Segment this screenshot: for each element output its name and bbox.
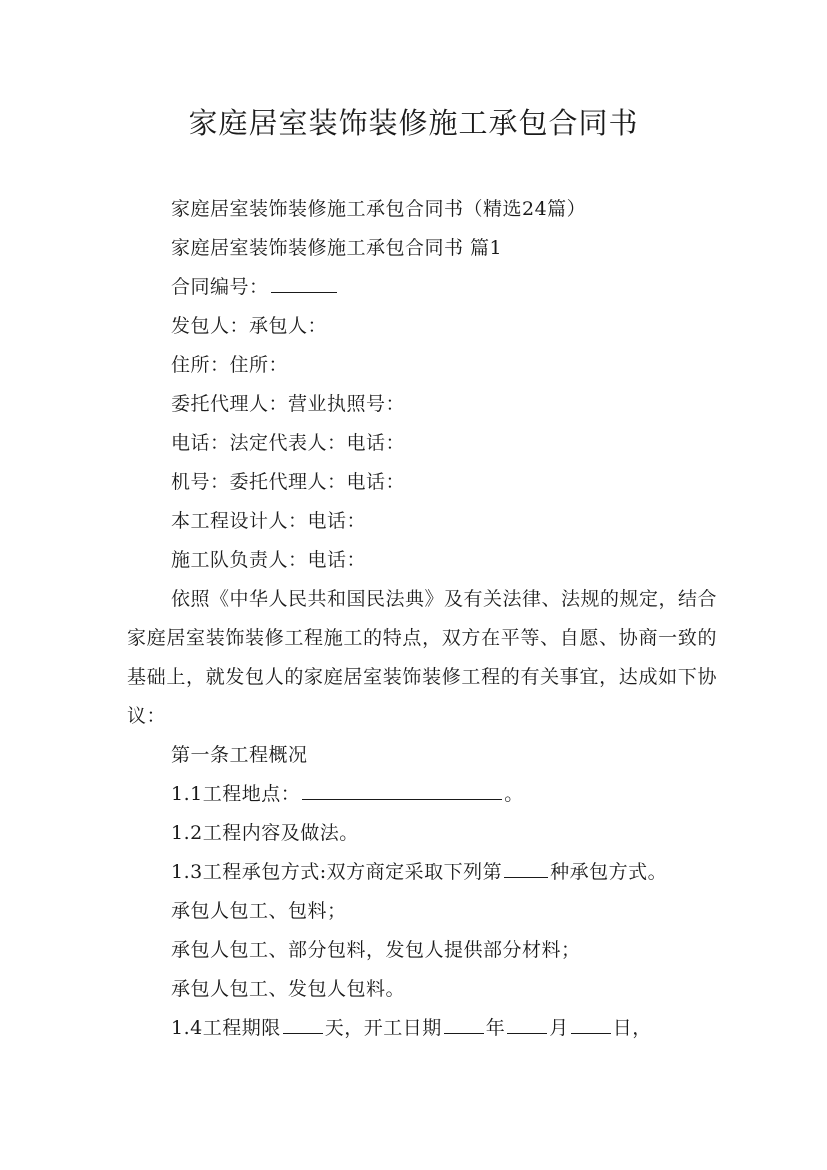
item-1-1-label: 1.1工程地点： [171,783,301,805]
item-1-1-end: 。 [504,783,524,805]
document-title: 家庭居室装饰装修施工承包合同书 [188,106,639,140]
duration-days-blank [283,1009,323,1034]
start-month-blank [507,1009,547,1034]
section-line: 家庭居室装饰装修施工承包合同书 篇1 [171,237,503,259]
document-body [127,190,717,1048]
start-year-blank [444,1009,484,1034]
item-1-3 [127,853,717,892]
option-b: 承包人包工、部分包料，发包人提供部分材料； [171,939,581,961]
item-1-4-label: 1.4工程期限 [171,1017,281,1039]
item-1-3-end: 种承包方式。 [550,861,668,883]
parties-line: 发包人：承包人： [171,315,328,337]
day-label: 日， [612,1017,652,1039]
option-a: 承包人包工、包料； [171,900,347,922]
start-day-blank [571,1009,611,1034]
month-label: 月 [549,1017,569,1039]
project-location-blank [302,775,502,800]
item-1-1 [127,775,717,814]
mobile-agent-line: 机号：委托代理人：电话： [171,471,406,493]
item-1-4 [127,1009,717,1048]
address-line: 住所：住所： [171,354,289,376]
year-label: 年 [485,1017,506,1039]
option-c: 承包人包工、发包人包料。 [171,978,406,1000]
designer-line: 本工程设计人：电话： [171,510,367,532]
agent-license-line: 委托代理人：营业执照号： [171,393,406,415]
article-1-title: 第一条工程概况 [171,744,308,766]
phone-legal-rep-line: 电话：法定代表人：电话： [171,432,406,454]
start-date-label: 天，开工日期 [324,1017,442,1039]
heading-line: 家庭居室装饰装修施工承包合同书（精选24篇） [171,198,587,220]
contract-method-blank [504,853,548,878]
item-1-2: 1.2工程内容及做法。 [171,822,359,844]
contract-number-line [127,268,717,307]
team-leader-line: 施工队负责人：电话： [171,549,367,571]
contract-number-blank [271,268,337,293]
intro-paragraph: 依照《中华人民共和国民法典》及有关法律、法规的规定，结合家庭居室装饰装修工程施工的特点，双方在平等、自愿、协商一致的基础上，就发包人的家庭居室装饰装修工程的有关事宜，达成如下协议： [127,588,718,727]
contract-number-label: 合同编号： [171,276,269,298]
item-1-3-label: 1.3工程承包方式:双方商定采取下列第 [171,861,503,883]
